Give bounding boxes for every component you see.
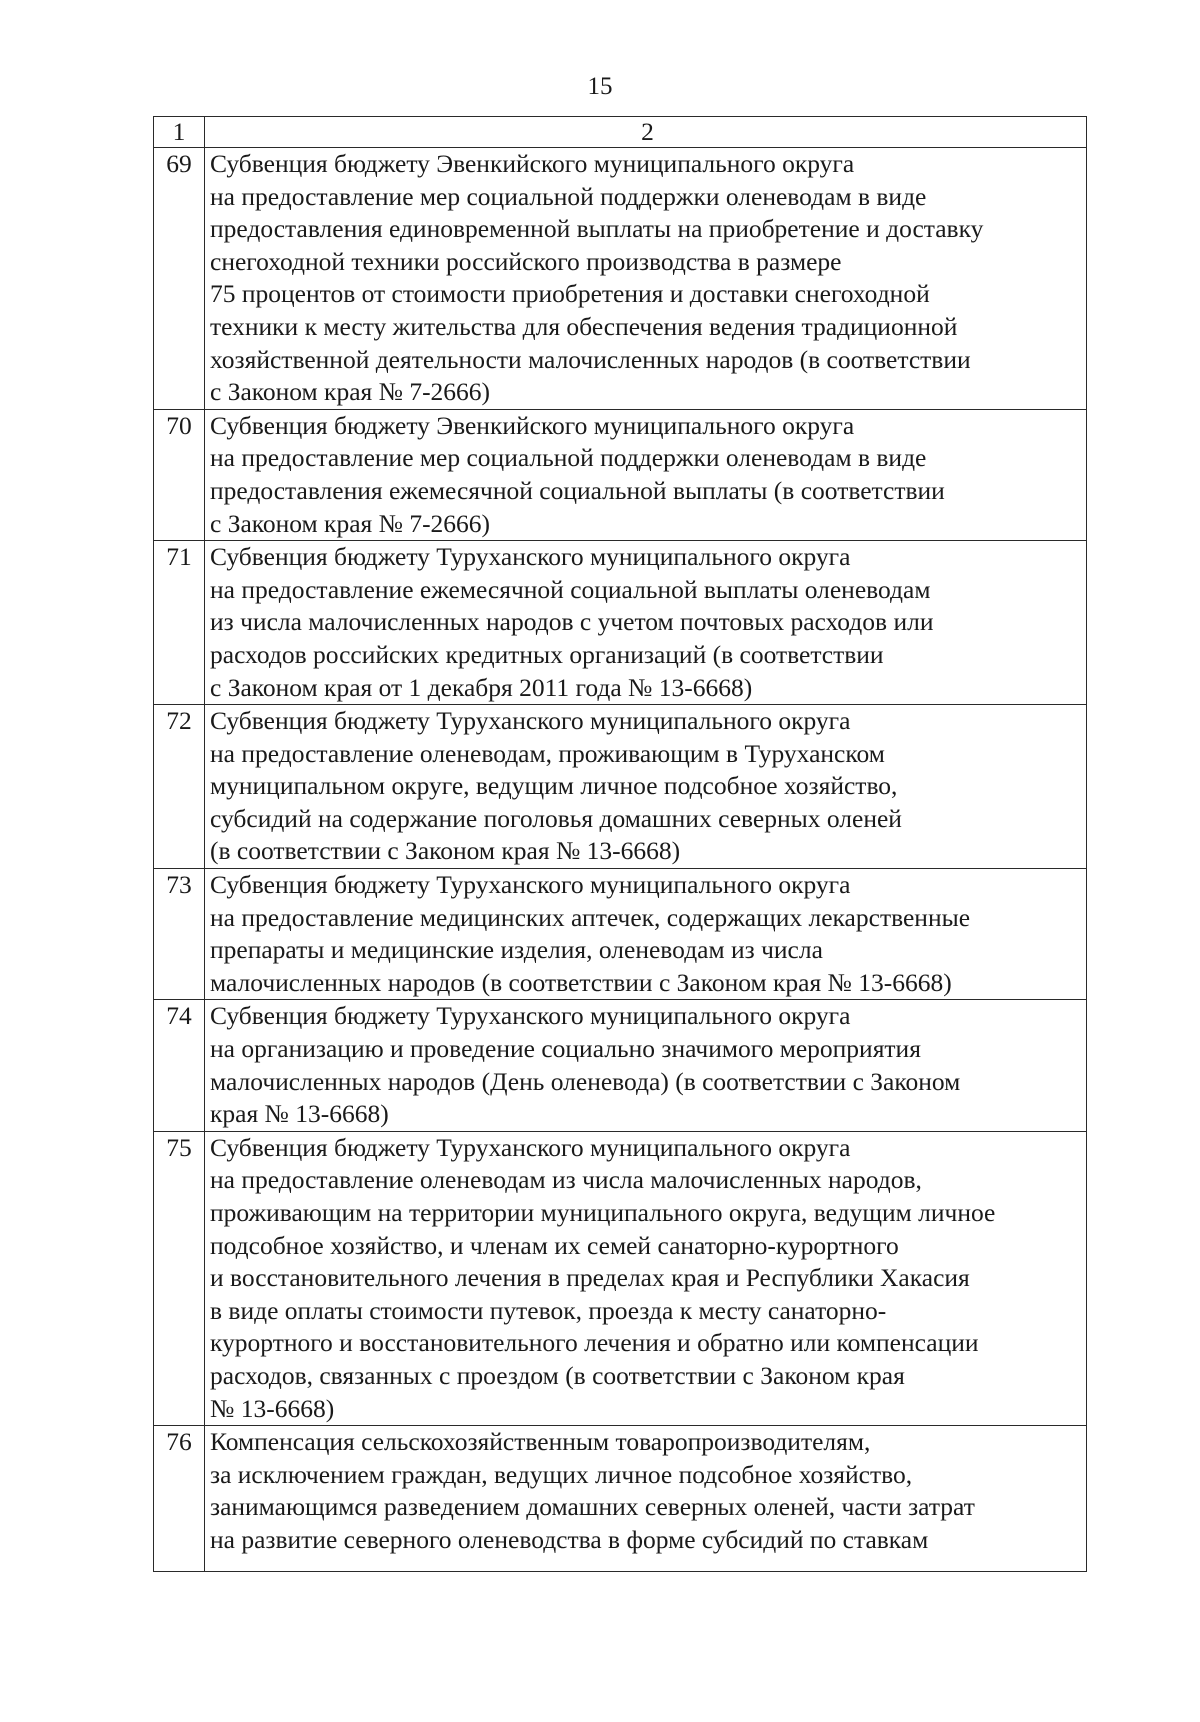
table-header-row [154,117,1087,148]
row-text-cell [205,705,1087,869]
header-col-1: 1 [154,117,205,148]
row-text-cell [205,409,1087,540]
row-number: 75 [154,1131,205,1425]
row-text-cell [205,1000,1087,1131]
row-number: 69 [154,148,205,410]
header-col-2: 2 [205,117,1087,148]
row-text-cell [205,148,1087,410]
table-row [154,1426,1087,1572]
row-text: Субвенция бюджету Туруханского муниципального округа на предоставление ежемесячной социальной выплаты оленеводам из числа малочисленных народов с учетом почтовых расходов или расходов российских кредитных организаций (в соответствии с Законом края от 1 декабря 2011 года № 13-6668) [210,542,934,702]
table-row [154,1131,1087,1425]
row-text-cell [205,1426,1087,1572]
row-text: Субвенция бюджету Туруханского муниципального округа на организацию и проведение социально значимого мероприятия малочисленных народов (День оленевода) (в соответствии с Законом края № 13-6668) [210,1001,961,1129]
table-row [154,1000,1087,1131]
row-number: 72 [154,705,205,869]
subvention-table [153,116,1087,1572]
row-number: 76 [154,1426,205,1572]
row-text: Субвенция бюджету Туруханского муниципального округа на предоставление оленеводам из числа малочисленных народов, проживающим на территории муниципального округа, ведущим личное подсобное хозяйство, и членам их семей санаторно-курортного и восстановительного лечения в пределах края и Республики Хакасия в виде оплаты стоимости путевок, проезда к месту санаторно- курортного и восстановительного лечения и обратно или компенсации расходов, связанных с проездом (в соответствии с Законом края № 13-6668) [210,1132,996,1423]
row-text: Субвенция бюджету Эвенкийского муниципального округа на предоставление мер социальной поддержки оленеводам в виде предоставления ежемесячной социальной выплаты (в соответствии с Законом края № 7-2666) [210,410,945,538]
table-row [154,541,1087,705]
row-text-cell [205,1131,1087,1425]
row-number: 70 [154,409,205,540]
row-text: Компенсация сельскохозяйственным товаропроизводителям, за исключением граждан, ведущих личное подсобное хозяйство, занимающимся разведением домашних северных оленей, части затрат на развитие северного оленеводства в форме субсидий по ставкам [210,1427,975,1554]
row-text-cell [205,869,1087,1000]
row-text-cell [205,541,1087,705]
row-text: Субвенция бюджету Туруханского муниципального округа на предоставление медицинских аптечек, содержащих лекарственные препараты и медицинские изделия, оленеводам из числа малочисленных народов (в соответствии с Законом края № 13-6668) [210,870,971,997]
row-number: 74 [154,1000,205,1131]
row-text: Субвенция бюджету Эвенкийского муниципального округа на предоставление мер социальной поддержки оленеводам в виде предоставления единовременной выплаты на приобретение и доставку снегоходной техники российского производства в размере 75 процентов от стоимости приобретения и доставки снегоходной техники к месту жительства для обеспечения ведения традиционной хозяйственной деятельности малочисленных народов (в соответствии с Законом края № 7-2666) [210,149,984,407]
page-number: 15 [587,73,613,100]
row-text: Субвенция бюджету Туруханского муниципального округа на предоставление оленеводам, проживающим в Туруханском муниципальном округе, ведущим личное подсобное хозяйство, субсидий на содержание поголовья домашних северных оленей (в соответствии с Законом края № 13-6668) [210,706,902,866]
row-number: 73 [154,869,205,1000]
table-row [154,148,1087,410]
row-number: 71 [154,541,205,705]
table-row [154,409,1087,540]
table-row [154,869,1087,1000]
table-row [154,705,1087,869]
